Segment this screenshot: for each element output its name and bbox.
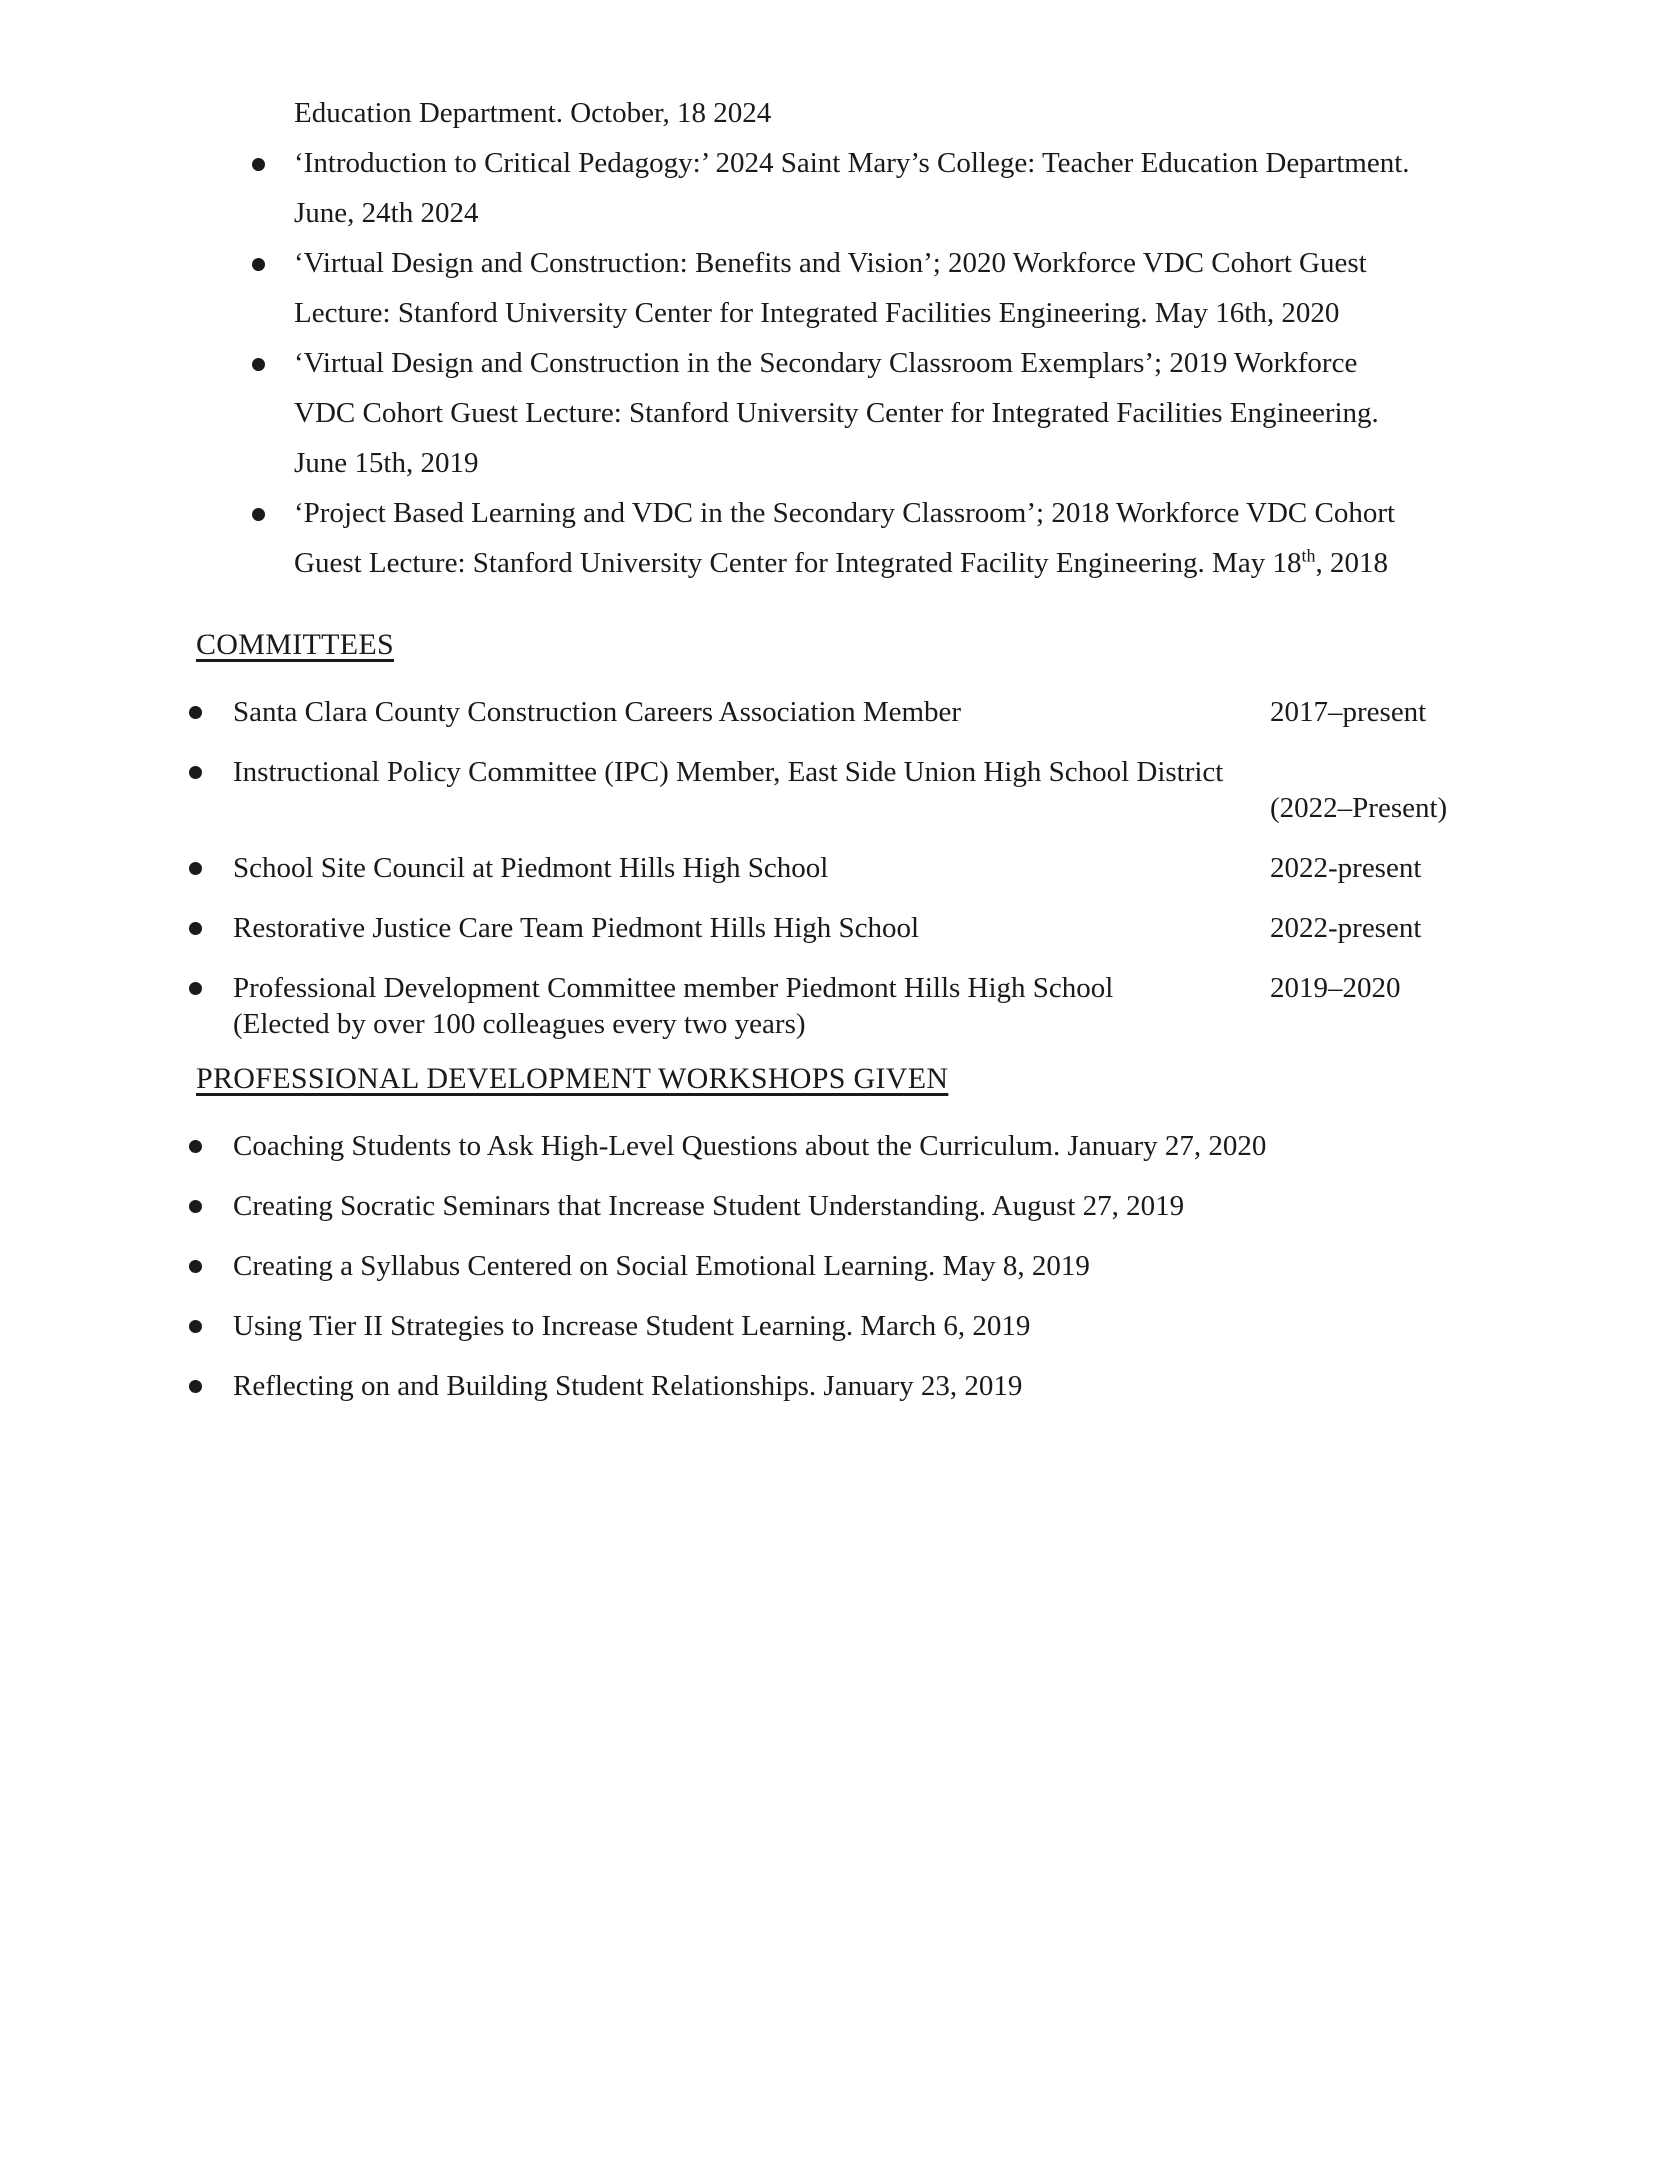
- bullet-icon: [189, 766, 202, 779]
- guest-lectures-list: [230, 88, 1530, 588]
- committee-text: Santa Clara County Construction Careers Association Member: [233, 696, 962, 728]
- lecture-item: [230, 338, 1530, 488]
- workshop-item: [185, 1188, 1485, 1224]
- bullet-icon: [252, 158, 265, 171]
- lecture-item: [230, 138, 1530, 238]
- lecture-line: [294, 538, 1530, 588]
- bullet-icon: [189, 1380, 202, 1393]
- lecture-line: Lecture: Stanford University Center for Integrated Facilities Engineering. May 16th, 2020: [294, 297, 1340, 329]
- workshop-item: [185, 1248, 1485, 1284]
- workshop-item: [185, 1308, 1485, 1344]
- lecture-continuation-line: Education Department. October, 18 2024: [294, 97, 772, 129]
- bullet-icon: [189, 706, 202, 719]
- committee-date: 2019–2020: [1270, 972, 1401, 1004]
- committee-text: Professional Development Committee member Piedmont Hills High School: [233, 972, 1114, 1004]
- committee-text: Restorative Justice Care Team Piedmont Hills High School: [233, 912, 920, 944]
- bullet-icon: [189, 982, 202, 995]
- lecture-line: June, 24th 2024: [294, 197, 479, 229]
- bullet-icon: [252, 508, 265, 521]
- workshop-text: Using Tier II Strategies to Increase Student Learning. March 6, 2019: [233, 1310, 1031, 1342]
- committee-item: [185, 910, 1485, 946]
- lecture-line: VDC Cohort Guest Lecture: Stanford University Center for Integrated Facilities Engineering.: [294, 397, 1379, 429]
- committee-date: 2022-present: [1270, 852, 1422, 884]
- bullet-icon: [252, 258, 265, 271]
- lecture-item: [230, 238, 1530, 338]
- committee-item: [185, 970, 1485, 1042]
- bullet-icon: [252, 358, 265, 371]
- workshop-text: Reflecting on and Building Student Relationships. January 23, 2019: [233, 1370, 1023, 1402]
- workshop-text: Creating Socratic Seminars that Increase Student Understanding. August 27, 2019: [233, 1190, 1185, 1222]
- committee-date: (2022–Present): [1270, 792, 1448, 824]
- committee-item: [185, 694, 1485, 730]
- lecture-line: ‘Virtual Design and Construction: Benefits and Vision’; 2020 Workforce VDC Cohort Guest: [294, 247, 1367, 279]
- workshop-item: [185, 1128, 1485, 1164]
- bullet-icon: [189, 1260, 202, 1273]
- lecture-line: ‘Virtual Design and Construction in the Secondary Classroom Exemplars’; 2019 Workforce: [294, 347, 1358, 379]
- committees-list: [185, 694, 1485, 1066]
- committee-subtext: (Elected by over 100 colleagues every two years): [233, 1008, 806, 1040]
- lecture-line-text: , 2018: [1315, 547, 1388, 579]
- lecture-line: June 15th, 2019: [294, 447, 479, 479]
- workshop-item: [185, 1368, 1485, 1404]
- ordinal-suffix: th: [1301, 545, 1316, 566]
- bullet-icon: [189, 922, 202, 935]
- bullet-icon: [189, 1320, 202, 1333]
- committee-item: [185, 850, 1485, 886]
- committee-item: [185, 754, 1485, 826]
- committee-text: School Site Council at Piedmont Hills High School: [233, 852, 829, 884]
- committees-heading: COMMITTEES: [196, 628, 394, 661]
- lecture-line-text: Guest Lecture: Stanford University Center for Integrated Facility Engineering. May 18: [294, 547, 1302, 579]
- committee-text: Instructional Policy Committee (IPC) Member, East Side Union High School District: [233, 756, 1224, 788]
- committee-date: 2022-present: [1270, 912, 1422, 944]
- lecture-item: [230, 488, 1530, 588]
- bullet-icon: [189, 862, 202, 875]
- committee-date: 2017–present: [1270, 696, 1427, 728]
- bullet-icon: [189, 1200, 202, 1213]
- workshop-text: Coaching Students to Ask High-Level Questions about the Curriculum. January 27, 2020: [233, 1130, 1267, 1162]
- lecture-line: ‘Introduction to Critical Pedagogy:’ 2024 Saint Mary’s College: Teacher Education Department.: [294, 147, 1410, 179]
- workshops-heading: PROFESSIONAL DEVELOPMENT WORKSHOPS GIVEN: [196, 1062, 949, 1095]
- bullet-icon: [189, 1140, 202, 1153]
- workshop-text: Creating a Syllabus Centered on Social Emotional Learning. May 8, 2019: [233, 1250, 1090, 1282]
- lecture-line: ‘Project Based Learning and VDC in the Secondary Classroom’; 2018 Workforce VDC Cohort: [294, 497, 1396, 529]
- workshops-list: [185, 1128, 1485, 1428]
